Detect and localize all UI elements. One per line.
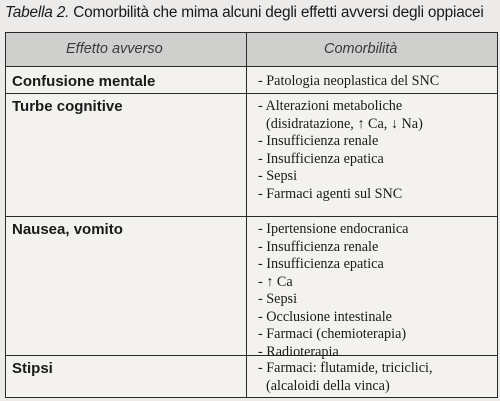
- table-header: [6, 33, 497, 66]
- comorbidity-cell: [258, 221, 494, 361]
- header-effect: Effetto avverso: [66, 41, 163, 57]
- caption-label: Tabella 2.: [5, 4, 70, 21]
- comorbidity-cell: [258, 98, 494, 203]
- comorbidity-item: - Radioterapia: [258, 343, 339, 360]
- header-comorbidity: Comorbilità: [324, 41, 398, 57]
- comorbidity-item: - Occlusione intestinale: [258, 308, 392, 325]
- effect-cell: Nausea, vomito: [12, 221, 123, 238]
- comorbidity-cell: [258, 360, 494, 395]
- comorbidity-item: - Insufficienza renale: [258, 133, 379, 149]
- row-divider: [6, 66, 497, 67]
- comorbidity-item: - Farmaci: flutamide, triciclici,: [258, 360, 433, 376]
- row-divider: [6, 93, 497, 94]
- comorbidity-item: - ↑ Ca: [258, 273, 293, 290]
- comorbidity-item: - Insufficienza epatica: [258, 150, 384, 167]
- row-divider: [6, 216, 497, 217]
- effect-cell: Confusione mentale: [12, 73, 156, 90]
- comorbidity-item: (disidratazione, ↑ Ca, ↓ Na): [266, 115, 423, 132]
- effect-cell: Stipsi: [12, 360, 53, 377]
- comorbidity-item: - Insufficienza renale: [258, 238, 379, 255]
- comorbidity-item: - Insufficienza epatica: [258, 256, 384, 272]
- comorbidity-item: (alcaloidi della vinca): [266, 377, 390, 394]
- table-caption: [5, 3, 498, 23]
- effect-cell: Turbe cognitive: [12, 98, 123, 115]
- comorbidity-item: - Patologia neoplastica del SNC: [258, 73, 440, 89]
- comorbidity-item: - Farmaci (chemioterapia): [258, 326, 407, 342]
- comorbidity-item: - Sepsi: [258, 291, 298, 307]
- comorbidity-cell: [258, 73, 494, 91]
- caption-title: Comorbilità che mima alcuni degli effetti avversi degli oppiacei: [73, 4, 484, 21]
- comorbidity-item: - Ipertensione endocranica: [258, 221, 409, 237]
- comorbidity-table: [5, 32, 498, 398]
- comorbidity-item: - Alterazioni metaboliche: [258, 98, 403, 114]
- column-divider: [246, 33, 247, 397]
- comorbidity-item: - Farmaci agenti sul SNC: [258, 185, 403, 202]
- comorbidity-item: - Sepsi: [258, 168, 298, 184]
